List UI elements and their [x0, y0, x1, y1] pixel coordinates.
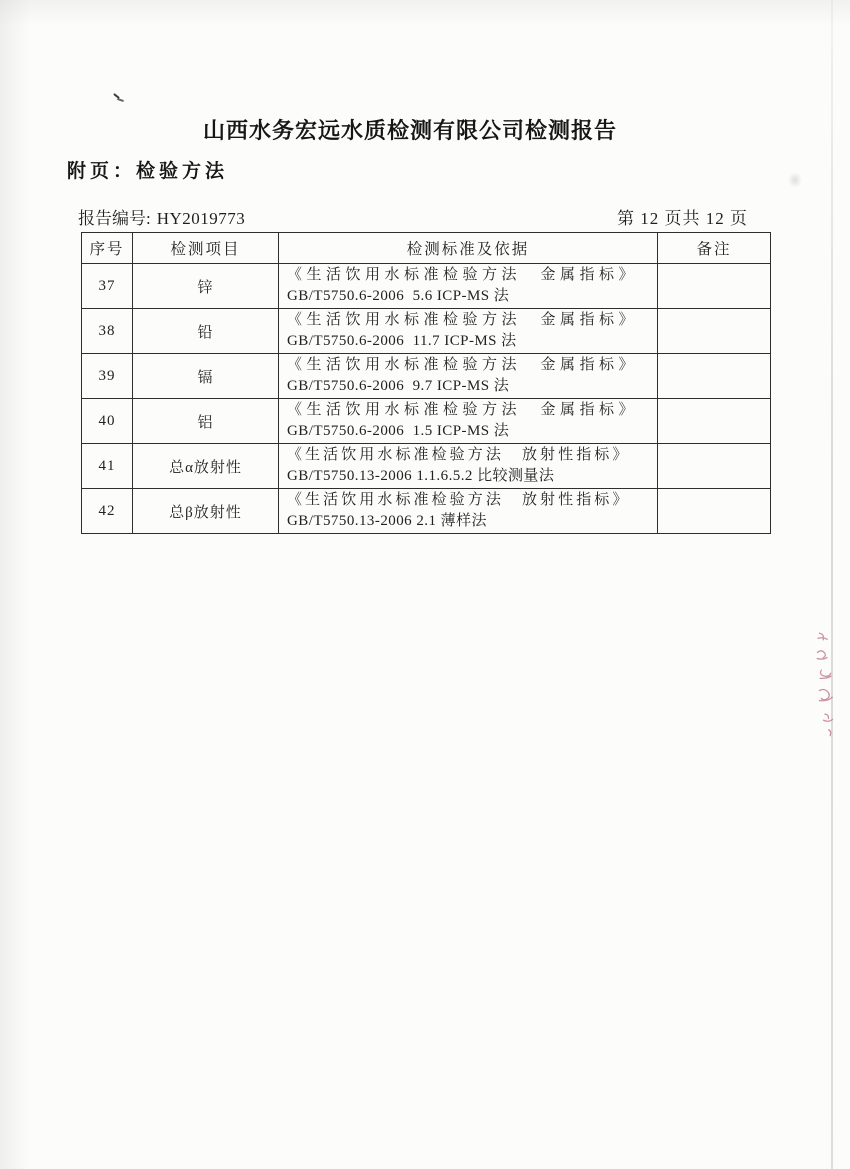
scan-top-shading — [0, 0, 850, 26]
pen-tick-mark — [112, 93, 126, 105]
table-row — [82, 264, 771, 309]
header-cell-item: 检测项目 — [133, 233, 279, 264]
cell-item: 总α放射性 — [133, 444, 279, 489]
appendix-heading: 附页：检验方法 — [67, 161, 229, 182]
cell-remark — [658, 354, 771, 399]
cell-no: 41 — [82, 444, 133, 489]
table-row — [82, 309, 771, 354]
methods-table — [81, 232, 771, 534]
table-row — [82, 489, 771, 534]
scan-smudge — [788, 172, 802, 188]
header-cell-standard: 检测标准及依据 — [279, 233, 658, 264]
handwritten-margin-note — [805, 629, 843, 743]
cell-no: 40 — [82, 399, 133, 444]
report-number — [78, 204, 245, 229]
cell-standard — [279, 444, 658, 489]
cell-standard — [279, 309, 658, 354]
standard-line2: GB/T5750.13-2006 2.1 薄样法 — [287, 513, 487, 529]
page-title: 山西水务宏远水质检测有限公司检测报告 — [202, 118, 617, 143]
standard-line1: 《生活饮用水标准检验方法 金属指标》 — [287, 312, 639, 328]
scan-left-shading — [0, 0, 30, 1169]
standard-line2: GB/T5750.13-2006 1.1.6.5.2 比较测量法 — [287, 468, 555, 484]
table-row — [82, 399, 771, 444]
cell-item: 锌 — [133, 264, 279, 309]
cell-remark — [658, 399, 771, 444]
cell-no: 37 — [82, 264, 133, 309]
header-cell-remark: 备注 — [658, 233, 771, 264]
cell-item: 总β放射性 — [133, 489, 279, 534]
standard-line1: 《生活饮用水标准检验方法 金属指标》 — [287, 267, 639, 283]
cell-remark — [658, 264, 771, 309]
scan-page-edge-line — [831, 0, 833, 1169]
header-cell-no: 序号 — [82, 233, 133, 264]
standard-line2: GB/T5750.6-2006 5.6 ICP-MS 法 — [287, 288, 510, 304]
table-row — [82, 444, 771, 489]
cell-standard — [279, 399, 658, 444]
report-number-value: HY2019773 — [156, 209, 246, 228]
cell-no: 39 — [82, 354, 133, 399]
table-row — [82, 354, 771, 399]
cell-no: 38 — [82, 309, 133, 354]
page-indicator: 第 12 页共 12 页 — [617, 209, 748, 228]
cell-item: 铝 — [133, 399, 279, 444]
cell-item: 铅 — [133, 309, 279, 354]
cell-remark — [658, 444, 771, 489]
report-number-label: 报告编号: — [78, 209, 151, 228]
report-meta-row — [0, 204, 850, 226]
standard-line1: 《生活饮用水标准检验方法 金属指标》 — [287, 402, 639, 418]
standard-line1: 《生活饮用水标准检验方法 放射性指标》 — [287, 447, 631, 463]
cell-remark — [658, 309, 771, 354]
cell-standard — [279, 489, 658, 534]
cell-standard — [279, 354, 658, 399]
standard-line2: GB/T5750.6-2006 1.5 ICP-MS 法 — [287, 423, 510, 439]
table-header-row — [82, 233, 771, 264]
cell-remark — [658, 489, 771, 534]
cell-no: 42 — [82, 489, 133, 534]
cell-standard — [279, 264, 658, 309]
standard-line1: 《生活饮用水标准检验方法 放射性指标》 — [287, 492, 631, 508]
standard-line1: 《生活饮用水标准检验方法 金属指标》 — [287, 357, 639, 373]
cell-item: 镉 — [133, 354, 279, 399]
standard-line2: GB/T5750.6-2006 11.7 ICP-MS 法 — [287, 333, 517, 349]
standard-line2: GB/T5750.6-2006 9.7 ICP-MS 法 — [287, 378, 510, 394]
